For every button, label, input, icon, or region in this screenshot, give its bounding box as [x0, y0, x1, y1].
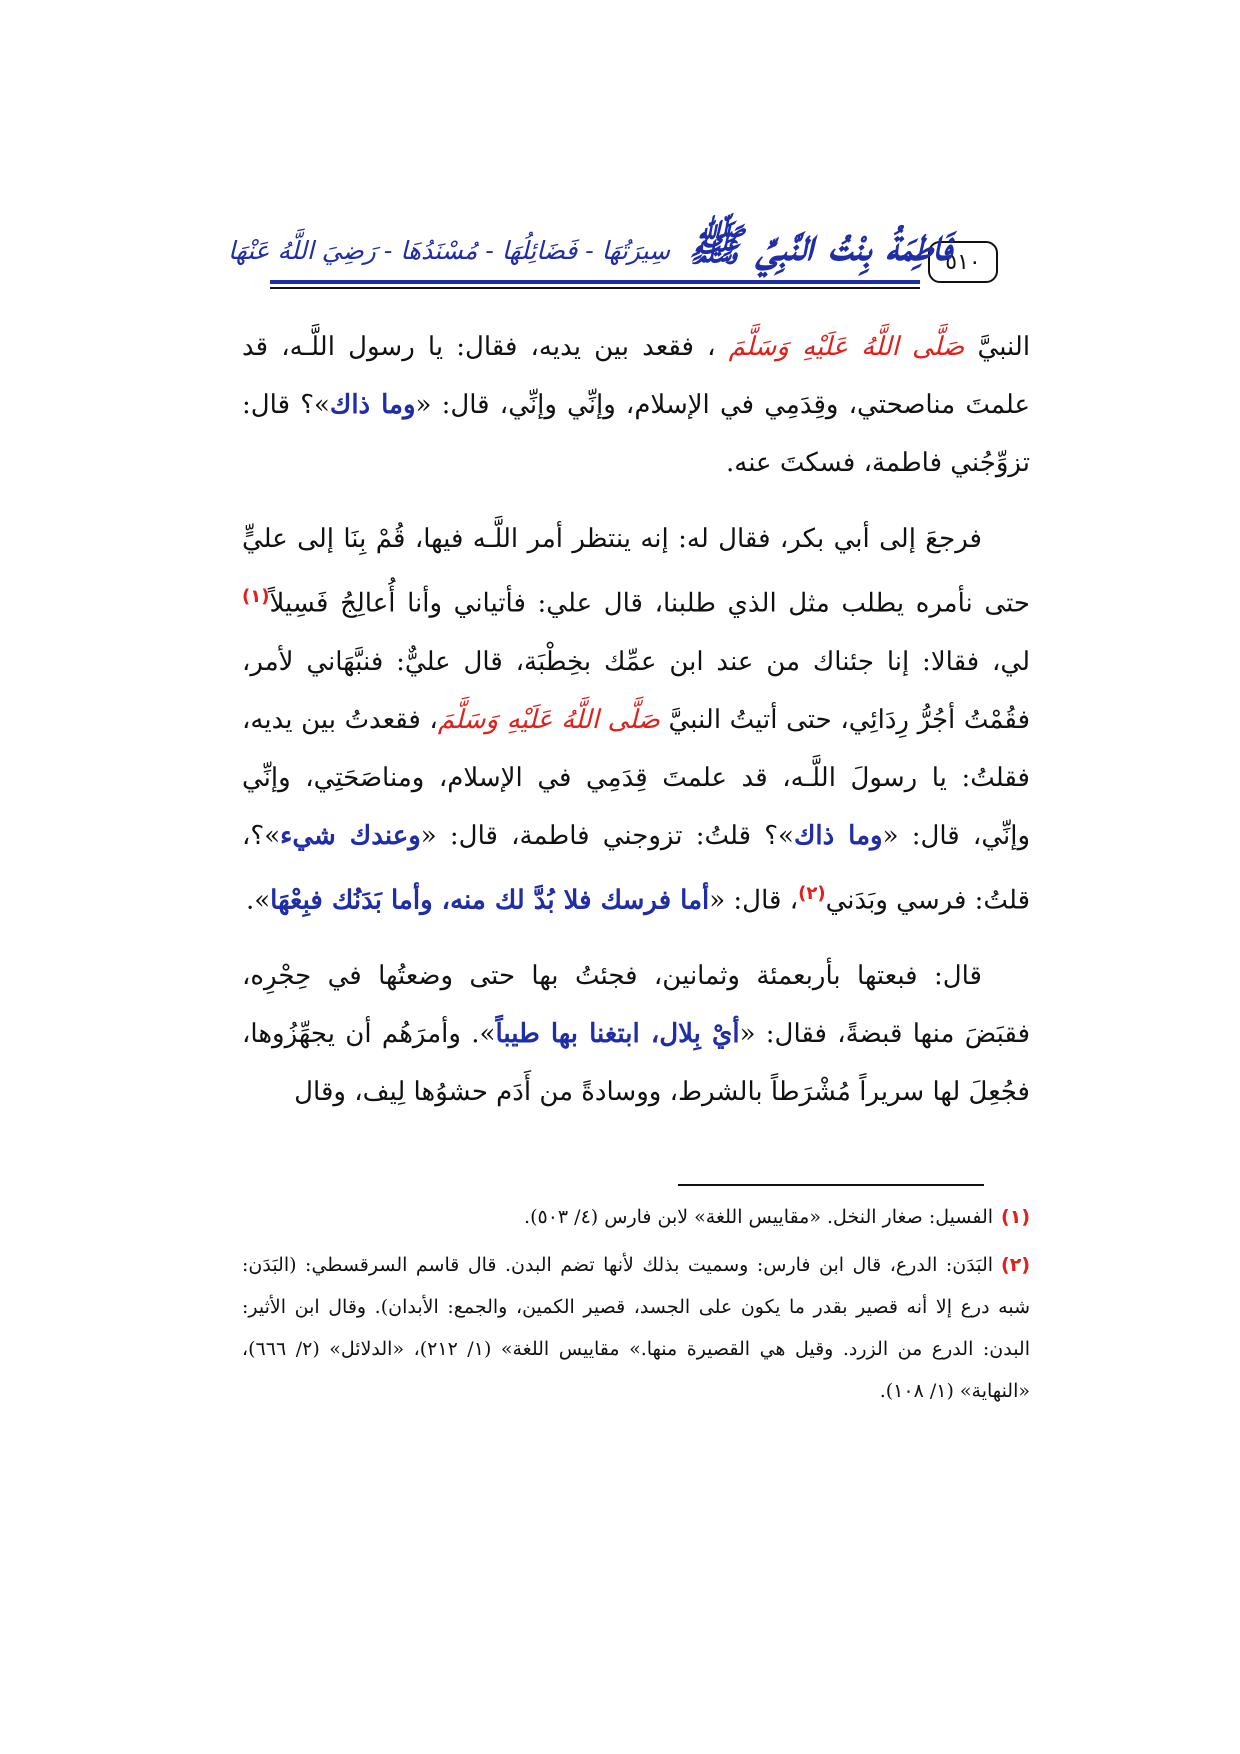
hadith-quote: أيْ بِلال، ابتغنا بها طيباً [495, 1019, 740, 1050]
footnote-number: (١) [1001, 1206, 1030, 1228]
footnote-number: (٢) [1001, 1254, 1030, 1276]
main-text [242, 318, 1030, 1139]
footnote-ref-2[interactable]: (٢) [798, 882, 826, 904]
footnote-1 [242, 1196, 1030, 1238]
header-rule-black [270, 287, 920, 289]
text-run: ، فقعدتُ بين يديه، فقلتُ: يا رسولَ اللَّـه، قد علمتَ قِدَمِي في الإسلام، ومناصَحَتِي، وإنِّي وإنِّي، قال: « [242, 704, 1031, 851]
text-run: »؟ قال: تزوِّجُني فاطمة، فسكتَ عنه. [242, 390, 1030, 478]
book-title [228, 215, 953, 285]
hadith-quote: وما ذاك [329, 390, 416, 420]
text-run: ». وأمرَهُم أن يجهِّزُوها، فجُعِلَ لها سريراً مُشْرَطاً بالشرط، ووسادةً من أَدَم حشوُها لِيف، وقال [242, 1019, 1030, 1108]
footnote-text: البَدَن: الدرع، قال ابن فارس: وسميت بذلك لأنها تضم البدن. قال قاسم السرقسطي: (البَدَن: شبه درع إلا أنه قصير بقدر ما يكون على الجسد، قصير الكمين، والجمع: الأبدان). وقال ابن الأثير: البدن: الدرع من الزرد. وقيل هي القصيرة منها.» مقاييس اللغة» (١/ ٢١٢)، «الدلائل» (٢/ ٦٦٦)، «النهاية» (١/ ١٠٨). [242, 1254, 1031, 1402]
text-run: ، قال: « [709, 885, 799, 916]
salawat-glyph: صَلَّى اللَّهُ عَلَيْهِ وَسَلَّمَ [437, 704, 660, 735]
page-header [228, 205, 998, 275]
footnote-2 [242, 1244, 1030, 1412]
text-run: »؟ قلتُ: تزوجني فاطمة، قال: « [420, 820, 794, 851]
text-run: قال: فبعتها بأربعمئة وثمانين، فجئتُ بها حتى وضعتُها في حِجْرِه، فقبَضَ منها قبضةً، فقال: « [242, 961, 1031, 1050]
footnotes [242, 1196, 1030, 1418]
book-title-main: فَاطِمَةُ بِنْتُ النَّبِيِّ ﷺ [688, 220, 953, 271]
paragraph-2 [242, 510, 1030, 929]
hadith-quote: وعندك شيء [280, 820, 421, 851]
text-run: فرجعَ إلى أبي بكر، فقال له: إنه ينتظر أمر اللَّـه فيها، قُمْ بِنَا إلى عليٍّ حتى نأمره يطلب مثل الذي طلبنا، قال علي: فأتياني وأنا أُعالِجُ فَسِيلاً [242, 524, 1030, 619]
book-title-subtitle: سِيرَتُهَا - فَضَائِلُهَا - مُسْنَدُهَا - رَضِيَ اللَّهُ عَنْهَا [228, 235, 671, 265]
text-run: »؟، قلتُ: فرسي وبَدَني [242, 820, 1030, 916]
salawat-glyph: صَلَّى اللَّهُ عَلَيْهِ وَسَلَّمَ [728, 332, 965, 362]
paragraph-1 [242, 318, 1030, 492]
hadith-quote: وما ذاك [793, 820, 883, 851]
page-number: ٥١٠ [928, 241, 998, 283]
footnote-separator [678, 1184, 984, 1186]
header-rule-blue [270, 280, 920, 284]
text-run: ، فقعد بين يديه، فقال: يا رسول اللَّـه، قد علمتَ مناصحتي، وقِدَمِي في الإسلام، وإنِّي وإنِّي، قال: « [242, 332, 1030, 420]
paragraph-3 [242, 947, 1030, 1121]
hadith-quote: أما فرسك فلا بُدَّ لك منه، وأما بَدَنُك فبِعْهَا [270, 885, 710, 916]
footnote-ref-1[interactable]: (١) [242, 586, 270, 607]
text-run: لي، فقالا: إنا جئناك من عند ابن عمِّك بخِطْبَة، قال عليٌّ: فنبَّهَاني لأمر، فقُمْتُ أجُرُّ رِدَائِي، حتى أتيتُ النبيَّ [242, 646, 1031, 735]
text-run: ». [245, 885, 271, 916]
footnote-text: الفسيل: صغار النخل. «مقاييس اللغة» لابن فارس (٤/ ٥٠٣). [524, 1206, 994, 1228]
text-run: النبيَّ [977, 332, 1031, 362]
